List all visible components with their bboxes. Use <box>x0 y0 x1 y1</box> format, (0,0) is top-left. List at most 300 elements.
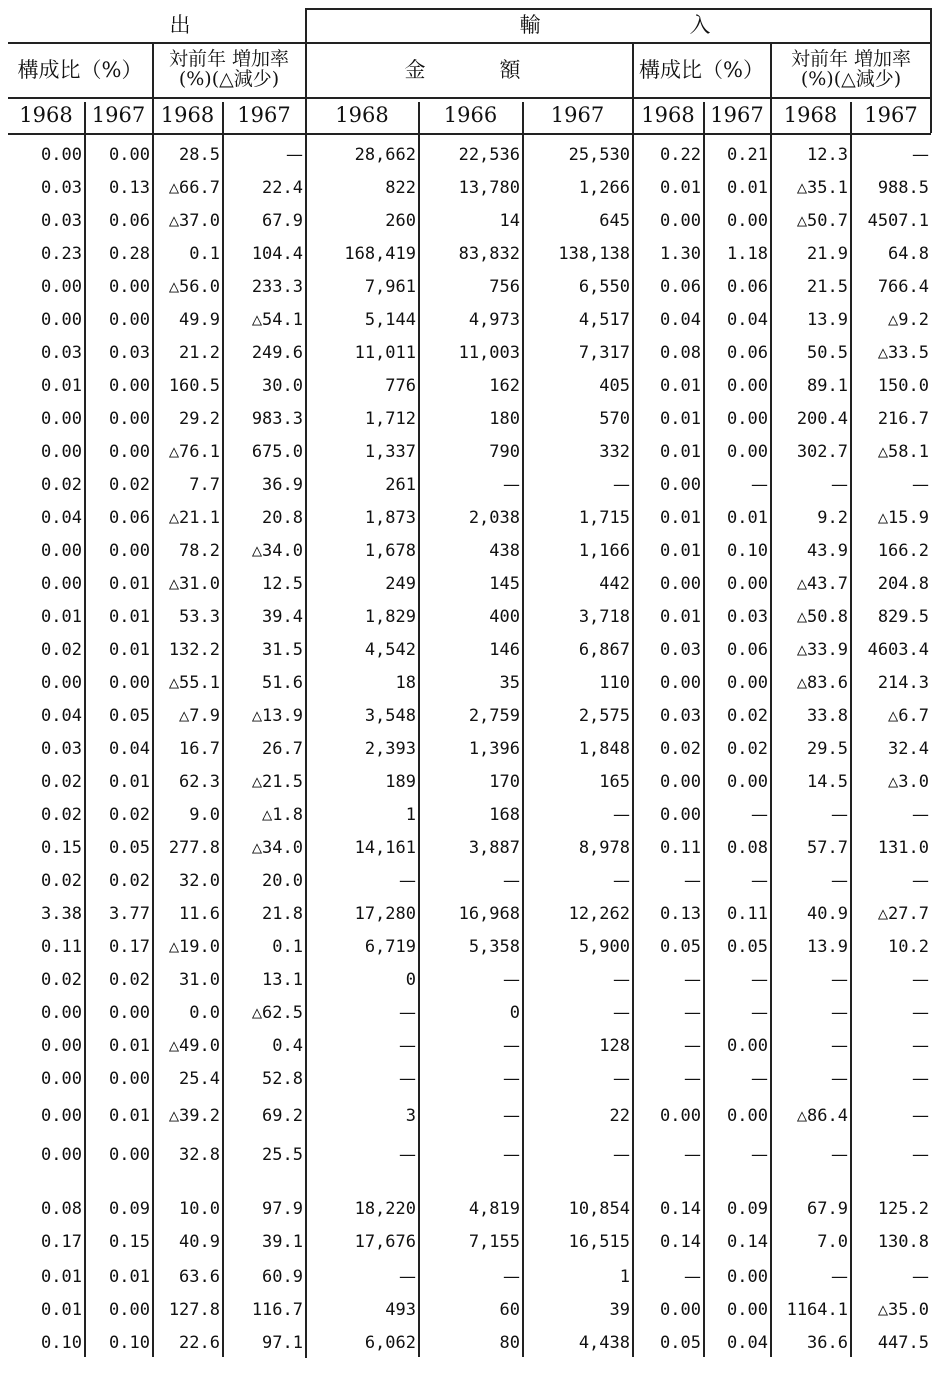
cell-imp-amt-1966: 2,759 <box>468 706 520 726</box>
cell-imp-comp-1968: 0.00 <box>660 673 701 693</box>
cell-imp-growth-1967: 131.0 <box>877 838 929 858</box>
cell-imp-amt-1966: 35 <box>499 673 520 693</box>
cell-imp-growth-1968: 13.9 <box>807 937 848 957</box>
cell-exp-comp-1968: 0.00 <box>41 1069 82 1089</box>
cell-exp-growth-1968: △31.0 <box>168 574 220 594</box>
cell-imp-comp-1967: 0.05 <box>727 937 768 957</box>
cell-exp-growth-1968: 40.9 <box>179 1232 220 1252</box>
cell-exp-growth-1968: 22.6 <box>179 1333 220 1353</box>
cell-imp-comp-1967: 0.00 <box>727 409 768 429</box>
cell-imp-growth-1967: 166.2 <box>877 541 929 561</box>
cell-exp-growth-1967: 104.4 <box>251 244 303 264</box>
cell-exp-comp-1968: 0.00 <box>41 673 82 693</box>
cell-exp-growth-1968: 49.9 <box>179 310 220 330</box>
cell-imp-growth-1968: 57.7 <box>807 838 848 858</box>
cell-exp-comp-1967: 0.01 <box>109 1036 150 1056</box>
cell-imp-growth-1967: 4603.4 <box>867 640 929 660</box>
cell-exp-growth-1968: 10.0 <box>179 1199 220 1219</box>
table-row <box>0 968 951 992</box>
exp-growth-line2: (%)(△減少) <box>178 68 280 90</box>
cell-imp-amt-1968: 18,220 <box>354 1199 416 1219</box>
cell-imp-comp-1967: 0.01 <box>727 178 768 198</box>
cell-exp-growth-1968: △55.1 <box>168 673 220 693</box>
cell-imp-amt-1968: 17,280 <box>354 904 416 924</box>
cell-exp-growth-1968: 127.8 <box>168 1300 220 1320</box>
cell-imp-amt-1967: 6,550 <box>578 277 630 297</box>
table-row <box>0 1230 951 1254</box>
cell-imp-amt-1966: — <box>503 970 520 990</box>
year-imp-growth-1968: 1968 <box>783 103 838 128</box>
table-row <box>0 176 951 200</box>
cell-exp-comp-1967: 0.00 <box>109 1145 150 1165</box>
cell-exp-growth-1968: 32.8 <box>179 1145 220 1165</box>
cell-imp-amt-1966: 170 <box>489 772 520 792</box>
cell-exp-growth-1967: 12.5 <box>262 574 303 594</box>
cell-imp-amt-1967: 3,718 <box>578 607 630 627</box>
table-row <box>0 869 951 893</box>
cell-imp-growth-1967: — <box>912 871 929 891</box>
cell-imp-amt-1967: 6,867 <box>578 640 630 660</box>
year-imp-comp-1968: 1968 <box>641 103 695 128</box>
cell-imp-growth-1968: △50.8 <box>796 607 848 627</box>
table-row <box>0 737 951 761</box>
cell-exp-comp-1968: 0.02 <box>41 871 82 891</box>
cell-exp-comp-1967: 0.02 <box>109 970 150 990</box>
cell-imp-amt-1966: 438 <box>489 541 520 561</box>
cell-exp-comp-1967: 0.17 <box>109 937 150 957</box>
cell-imp-amt-1967: 442 <box>599 574 630 594</box>
cell-imp-comp-1968: 0.00 <box>660 772 701 792</box>
cell-imp-amt-1966: 162 <box>489 376 520 396</box>
cell-imp-comp-1968: 0.00 <box>660 805 701 825</box>
table-row <box>0 539 951 563</box>
cell-exp-growth-1968: 9.0 <box>189 805 220 825</box>
cell-imp-comp-1968: 0.01 <box>660 442 701 462</box>
cell-imp-comp-1968: — <box>684 1145 701 1165</box>
cell-exp-comp-1967: 0.02 <box>109 871 150 891</box>
cell-exp-growth-1968: △66.7 <box>168 178 220 198</box>
cell-imp-amt-1966: 22,536 <box>458 145 520 165</box>
cell-imp-comp-1967: 1.18 <box>727 244 768 264</box>
cell-imp-growth-1967: — <box>912 145 929 165</box>
cell-exp-comp-1967: 0.05 <box>109 706 150 726</box>
cell-exp-comp-1968: 0.00 <box>41 277 82 297</box>
cell-imp-comp-1967: 0.00 <box>727 1267 768 1287</box>
cell-exp-comp-1967: 0.00 <box>109 310 150 330</box>
cell-imp-amt-1966: 3,887 <box>468 838 520 858</box>
cell-imp-growth-1968: △33.9 <box>796 640 848 660</box>
table-row <box>0 1331 951 1355</box>
import-label-2: 入 <box>689 12 711 37</box>
cell-imp-growth-1968: — <box>831 1145 848 1165</box>
cell-imp-amt-1967: 405 <box>599 376 630 396</box>
table-row <box>0 242 951 266</box>
cell-imp-amt-1968: 1,678 <box>364 541 416 561</box>
cell-imp-growth-1968: — <box>831 871 848 891</box>
cell-exp-growth-1968: △19.0 <box>168 937 220 957</box>
cell-imp-comp-1967: 0.01 <box>727 508 768 528</box>
cell-exp-comp-1968: 0.03 <box>41 343 82 363</box>
cell-imp-comp-1967: 0.11 <box>727 904 768 924</box>
cell-exp-growth-1967: 233.3 <box>251 277 303 297</box>
table-row <box>0 836 951 860</box>
cell-exp-comp-1968: 0.00 <box>41 541 82 561</box>
cell-imp-comp-1967: 0.14 <box>727 1232 768 1252</box>
cell-imp-comp-1968: — <box>684 871 701 891</box>
cell-imp-growth-1968: 13.9 <box>807 310 848 330</box>
cell-imp-comp-1968: 0.04 <box>660 310 701 330</box>
year-imp-growth-1967: 1967 <box>864 103 918 128</box>
cell-imp-comp-1968: — <box>684 1003 701 1023</box>
cell-exp-growth-1968: 132.2 <box>168 640 220 660</box>
cell-imp-comp-1968: 0.00 <box>660 1106 701 1126</box>
cell-imp-growth-1968: 89.1 <box>807 376 848 396</box>
cell-exp-growth-1968: 16.7 <box>179 739 220 759</box>
cell-exp-comp-1968: 0.02 <box>41 805 82 825</box>
cell-imp-growth-1968: △43.7 <box>796 574 848 594</box>
table-row <box>0 704 951 728</box>
cell-imp-amt-1966: 14 <box>499 211 520 231</box>
cell-imp-amt-1967: 16,515 <box>568 1232 630 1252</box>
cell-imp-comp-1967: — <box>751 1145 768 1165</box>
cell-imp-comp-1967: 0.09 <box>727 1199 768 1219</box>
cell-imp-amt-1966: — <box>503 1036 520 1056</box>
table-row <box>0 1143 951 1167</box>
cell-imp-amt-1968: 28,662 <box>354 145 416 165</box>
cell-exp-comp-1968: 0.00 <box>41 409 82 429</box>
import-label-1: 輸 <box>519 12 541 37</box>
cell-exp-growth-1967: 30.0 <box>262 376 303 396</box>
cell-imp-growth-1968: — <box>831 805 848 825</box>
cell-exp-growth-1967: 21.8 <box>262 904 303 924</box>
cell-imp-amt-1968: 3,548 <box>364 706 416 726</box>
cell-imp-amt-1966: — <box>503 1106 520 1126</box>
cell-imp-amt-1967: 645 <box>599 211 630 231</box>
export-label: 出 <box>169 12 191 37</box>
cell-exp-comp-1967: 0.10 <box>109 1333 150 1353</box>
cell-imp-amt-1966: 2,038 <box>468 508 520 528</box>
table-row <box>0 803 951 827</box>
cell-exp-growth-1968: 31.0 <box>179 970 220 990</box>
cell-exp-growth-1967: 0.4 <box>272 1036 303 1056</box>
cell-imp-amt-1966: — <box>503 1145 520 1165</box>
cell-imp-growth-1967: — <box>912 1003 929 1023</box>
cell-imp-amt-1967: 4,438 <box>578 1333 630 1353</box>
cell-exp-comp-1968: 0.17 <box>41 1232 82 1252</box>
cell-exp-comp-1968: 0.00 <box>41 574 82 594</box>
cell-imp-growth-1968: 40.9 <box>807 904 848 924</box>
cell-imp-amt-1967: 4,517 <box>578 310 630 330</box>
cell-imp-amt-1966: 400 <box>489 607 520 627</box>
cell-imp-amt-1966: 83,832 <box>458 244 520 264</box>
cell-imp-comp-1967: 0.00 <box>727 1106 768 1126</box>
cell-exp-comp-1968: 0.03 <box>41 739 82 759</box>
cell-imp-growth-1968: 14.5 <box>807 772 848 792</box>
cell-imp-amt-1968: 17,676 <box>354 1232 416 1252</box>
cell-imp-comp-1968: 0.11 <box>660 838 701 858</box>
cell-exp-growth-1967: △34.0 <box>251 541 303 561</box>
cell-imp-amt-1967: 110 <box>599 673 630 693</box>
cell-exp-comp-1968: 0.08 <box>41 1199 82 1219</box>
cell-exp-comp-1967: 0.00 <box>109 1069 150 1089</box>
cell-imp-growth-1967: 216.7 <box>877 409 929 429</box>
cell-exp-comp-1968: 0.02 <box>41 772 82 792</box>
cell-imp-growth-1968: 9.2 <box>817 508 848 528</box>
cell-imp-growth-1967: 204.8 <box>877 574 929 594</box>
cell-imp-amt-1968: — <box>399 1036 416 1056</box>
cell-imp-comp-1968: 0.03 <box>660 706 701 726</box>
cell-imp-growth-1967: △3.0 <box>888 772 929 792</box>
cell-imp-growth-1968: △83.6 <box>796 673 848 693</box>
cell-imp-amt-1966: 80 <box>499 1333 520 1353</box>
cell-imp-growth-1967: △15.9 <box>877 508 929 528</box>
cell-exp-growth-1968: 0.0 <box>189 1003 220 1023</box>
cell-imp-comp-1967: 0.00 <box>727 1036 768 1056</box>
cell-imp-growth-1968: 302.7 <box>796 442 848 462</box>
cell-exp-comp-1967: 0.01 <box>109 640 150 660</box>
cell-exp-comp-1967: 0.05 <box>109 838 150 858</box>
cell-imp-amt-1967: — <box>613 871 630 891</box>
cell-imp-growth-1967: 130.8 <box>877 1232 929 1252</box>
cell-exp-comp-1967: 3.77 <box>109 904 150 924</box>
cell-imp-growth-1967: △58.1 <box>877 442 929 462</box>
year-imp-amt-1966: 1966 <box>443 103 498 128</box>
cell-imp-amt-1967: 128 <box>599 1036 630 1056</box>
table-row <box>0 572 951 596</box>
cell-imp-growth-1968: — <box>831 1036 848 1056</box>
cell-imp-amt-1966: 146 <box>489 640 520 660</box>
cell-imp-growth-1967: 32.4 <box>888 739 929 759</box>
cell-imp-comp-1967: 0.10 <box>727 541 768 561</box>
cell-imp-amt-1967: 138,138 <box>558 244 630 264</box>
exp-growth-header <box>153 44 305 96</box>
cell-imp-amt-1968: 4,542 <box>364 640 416 660</box>
cell-imp-comp-1967: 0.00 <box>727 211 768 231</box>
cell-imp-amt-1967: — <box>613 475 630 495</box>
cell-imp-growth-1967: △35.0 <box>877 1300 929 1320</box>
cell-imp-amt-1967: — <box>613 805 630 825</box>
cell-imp-growth-1967: — <box>912 970 929 990</box>
cell-imp-amt-1968: 5,144 <box>364 310 416 330</box>
cell-exp-comp-1967: 0.01 <box>109 1106 150 1126</box>
cell-exp-growth-1968: 28.5 <box>179 145 220 165</box>
cell-imp-comp-1968: 0.00 <box>660 1300 701 1320</box>
cell-imp-comp-1968: 0.02 <box>660 739 701 759</box>
cell-imp-amt-1967: 332 <box>599 442 630 462</box>
cell-imp-amt-1966: — <box>503 1069 520 1089</box>
cell-exp-comp-1967: 0.13 <box>109 178 150 198</box>
cell-imp-comp-1967: 0.02 <box>727 739 768 759</box>
cell-exp-growth-1968: 62.3 <box>179 772 220 792</box>
cell-exp-growth-1967: 22.4 <box>262 178 303 198</box>
cell-exp-comp-1968: 0.02 <box>41 475 82 495</box>
year-imp-comp-1967: 1967 <box>710 103 764 128</box>
cell-exp-growth-1968: △56.0 <box>168 277 220 297</box>
cell-imp-comp-1968: 0.01 <box>660 607 701 627</box>
imp-amount-header-2: 額 <box>499 57 521 82</box>
cell-exp-growth-1968: 11.6 <box>179 904 220 924</box>
cell-exp-growth-1967: 20.8 <box>262 508 303 528</box>
cell-exp-comp-1968: 0.00 <box>41 310 82 330</box>
cell-exp-comp-1967: 0.28 <box>109 244 150 264</box>
table-row <box>0 605 951 629</box>
table-row <box>0 671 951 695</box>
cell-imp-amt-1966: 4,819 <box>468 1199 520 1219</box>
cell-imp-amt-1967: — <box>613 1003 630 1023</box>
cell-exp-comp-1968: 3.38 <box>41 904 82 924</box>
year-exp-comp-1968: 1968 <box>19 103 73 128</box>
cell-exp-growth-1968: 63.6 <box>179 1267 220 1287</box>
cell-imp-growth-1968: 43.9 <box>807 541 848 561</box>
cell-imp-comp-1967: 0.00 <box>727 376 768 396</box>
cell-imp-growth-1967: — <box>912 805 929 825</box>
cell-imp-growth-1967: — <box>912 1036 929 1056</box>
table-row <box>0 902 951 926</box>
cell-exp-growth-1967: 39.4 <box>262 607 303 627</box>
cell-imp-amt-1967: 39 <box>609 1300 630 1320</box>
cell-exp-comp-1967: 0.01 <box>109 607 150 627</box>
cell-imp-amt-1967: 1,266 <box>578 178 630 198</box>
cell-imp-comp-1968: 0.00 <box>660 574 701 594</box>
cell-exp-comp-1967: 0.09 <box>109 1199 150 1219</box>
cell-exp-comp-1968: 0.03 <box>41 178 82 198</box>
cell-imp-growth-1967: 4507.1 <box>867 211 929 231</box>
cell-exp-growth-1967: 36.9 <box>262 475 303 495</box>
cell-imp-amt-1968: 3 <box>405 1106 416 1126</box>
cell-exp-comp-1968: 0.00 <box>41 1036 82 1056</box>
cell-exp-comp-1967: 0.02 <box>109 805 150 825</box>
cell-imp-growth-1967: △27.7 <box>877 904 929 924</box>
cell-imp-amt-1968: 18 <box>395 673 416 693</box>
cell-exp-comp-1967: 0.00 <box>109 541 150 561</box>
cell-imp-amt-1968: 2,393 <box>364 739 416 759</box>
cell-imp-growth-1967: 64.8 <box>888 244 929 264</box>
cell-imp-amt-1968: 11,011 <box>354 343 416 363</box>
table-row <box>0 275 951 299</box>
cell-exp-growth-1968: 7.7 <box>189 475 220 495</box>
table-row <box>0 143 951 167</box>
cell-exp-growth-1967: 60.9 <box>262 1267 303 1287</box>
cell-exp-comp-1968: 0.00 <box>41 145 82 165</box>
cell-exp-growth-1968: △39.2 <box>168 1106 220 1126</box>
table-row <box>0 1034 951 1058</box>
cell-imp-comp-1967: 0.02 <box>727 706 768 726</box>
cell-imp-amt-1968: 0 <box>405 970 416 990</box>
cell-exp-comp-1968: 0.04 <box>41 706 82 726</box>
cell-exp-comp-1968: 0.03 <box>41 211 82 231</box>
year-exp-growth-1967: 1967 <box>237 103 291 128</box>
cell-imp-amt-1967: — <box>613 970 630 990</box>
cell-imp-amt-1967: — <box>613 1145 630 1165</box>
cell-imp-growth-1968: 200.4 <box>796 409 848 429</box>
cell-imp-growth-1967: 829.5 <box>877 607 929 627</box>
cell-imp-growth-1967: 988.5 <box>877 178 929 198</box>
cell-exp-growth-1968: △21.1 <box>168 508 220 528</box>
cell-imp-amt-1967: — <box>613 1069 630 1089</box>
table-row <box>0 341 951 365</box>
cell-exp-growth-1967: △1.8 <box>262 805 303 825</box>
cell-imp-growth-1968: 29.5 <box>807 739 848 759</box>
table-row <box>0 440 951 464</box>
table-row <box>0 1197 951 1221</box>
cell-imp-growth-1967: 125.2 <box>877 1199 929 1219</box>
cell-imp-growth-1967: 150.0 <box>877 376 929 396</box>
cell-imp-growth-1968: — <box>831 1003 848 1023</box>
table-row <box>0 935 951 959</box>
cell-imp-growth-1967: — <box>912 1267 929 1287</box>
cell-imp-amt-1966: — <box>503 475 520 495</box>
cell-imp-amt-1966: 11,003 <box>458 343 520 363</box>
cell-exp-comp-1967: 0.00 <box>109 277 150 297</box>
cell-imp-comp-1967: 0.00 <box>727 772 768 792</box>
cell-exp-comp-1967: 0.04 <box>109 739 150 759</box>
cell-exp-growth-1968: 160.5 <box>168 376 220 396</box>
cell-exp-comp-1967: 0.00 <box>109 442 150 462</box>
cell-exp-comp-1967: 0.01 <box>109 1267 150 1287</box>
cell-imp-amt-1967: 165 <box>599 772 630 792</box>
cell-imp-amt-1967: 570 <box>599 409 630 429</box>
cell-imp-amt-1967: 1,166 <box>578 541 630 561</box>
cell-exp-comp-1968: 0.10 <box>41 1333 82 1353</box>
cell-exp-comp-1968: 0.01 <box>41 607 82 627</box>
cell-imp-comp-1968: 0.01 <box>660 508 701 528</box>
cell-imp-amt-1968: 1,873 <box>364 508 416 528</box>
cell-imp-amt-1968: 1,829 <box>364 607 416 627</box>
cell-imp-amt-1966: 145 <box>489 574 520 594</box>
cell-imp-comp-1967: — <box>751 475 768 495</box>
cell-imp-growth-1967: — <box>912 475 929 495</box>
imp-growth-line1: 対前年 増加率 <box>790 48 912 71</box>
cell-exp-comp-1968: 0.02 <box>41 970 82 990</box>
cell-exp-comp-1968: 0.23 <box>41 244 82 264</box>
cell-exp-comp-1967: 0.06 <box>109 211 150 231</box>
cell-exp-growth-1967: 39.1 <box>262 1232 303 1252</box>
cell-imp-growth-1968: — <box>831 1069 848 1089</box>
table-row <box>0 308 951 332</box>
cell-imp-comp-1967: 0.00 <box>727 442 768 462</box>
imp-composition-header: 構成比（%） <box>639 57 764 82</box>
table-row <box>0 506 951 530</box>
cell-imp-growth-1968: 33.8 <box>807 706 848 726</box>
cell-exp-comp-1967: 0.00 <box>109 1300 150 1320</box>
cell-exp-growth-1968: △76.1 <box>168 442 220 462</box>
cell-imp-growth-1967: 447.5 <box>877 1333 929 1353</box>
cell-imp-amt-1967: 12,262 <box>568 904 630 924</box>
cell-exp-growth-1967: 249.6 <box>251 343 303 363</box>
cell-exp-comp-1967: 0.02 <box>109 475 150 495</box>
cell-imp-comp-1968: 0.14 <box>660 1199 701 1219</box>
cell-imp-amt-1967: 2,575 <box>578 706 630 726</box>
cell-imp-growth-1967: 10.2 <box>888 937 929 957</box>
cell-imp-comp-1968: 0.01 <box>660 541 701 561</box>
cell-imp-comp-1967: 0.03 <box>727 607 768 627</box>
cell-imp-comp-1967: 0.00 <box>727 574 768 594</box>
cell-exp-growth-1968: 53.3 <box>179 607 220 627</box>
cell-imp-amt-1967: 1 <box>619 1267 630 1287</box>
cell-imp-growth-1968: 21.5 <box>807 277 848 297</box>
cell-imp-growth-1968: — <box>831 970 848 990</box>
cell-imp-comp-1968: — <box>684 970 701 990</box>
cell-imp-amt-1968: 168,419 <box>344 244 416 264</box>
cell-imp-amt-1967: 1,715 <box>578 508 630 528</box>
cell-exp-comp-1967: 0.00 <box>109 1003 150 1023</box>
cell-exp-growth-1967: 97.1 <box>262 1333 303 1353</box>
cell-exp-comp-1968: 0.01 <box>41 1300 82 1320</box>
cell-exp-comp-1968: 0.02 <box>41 640 82 660</box>
cell-imp-comp-1968: — <box>684 1036 701 1056</box>
cell-exp-growth-1967: — <box>286 145 303 165</box>
exp-composition-header: 構成比（%） <box>17 57 143 82</box>
